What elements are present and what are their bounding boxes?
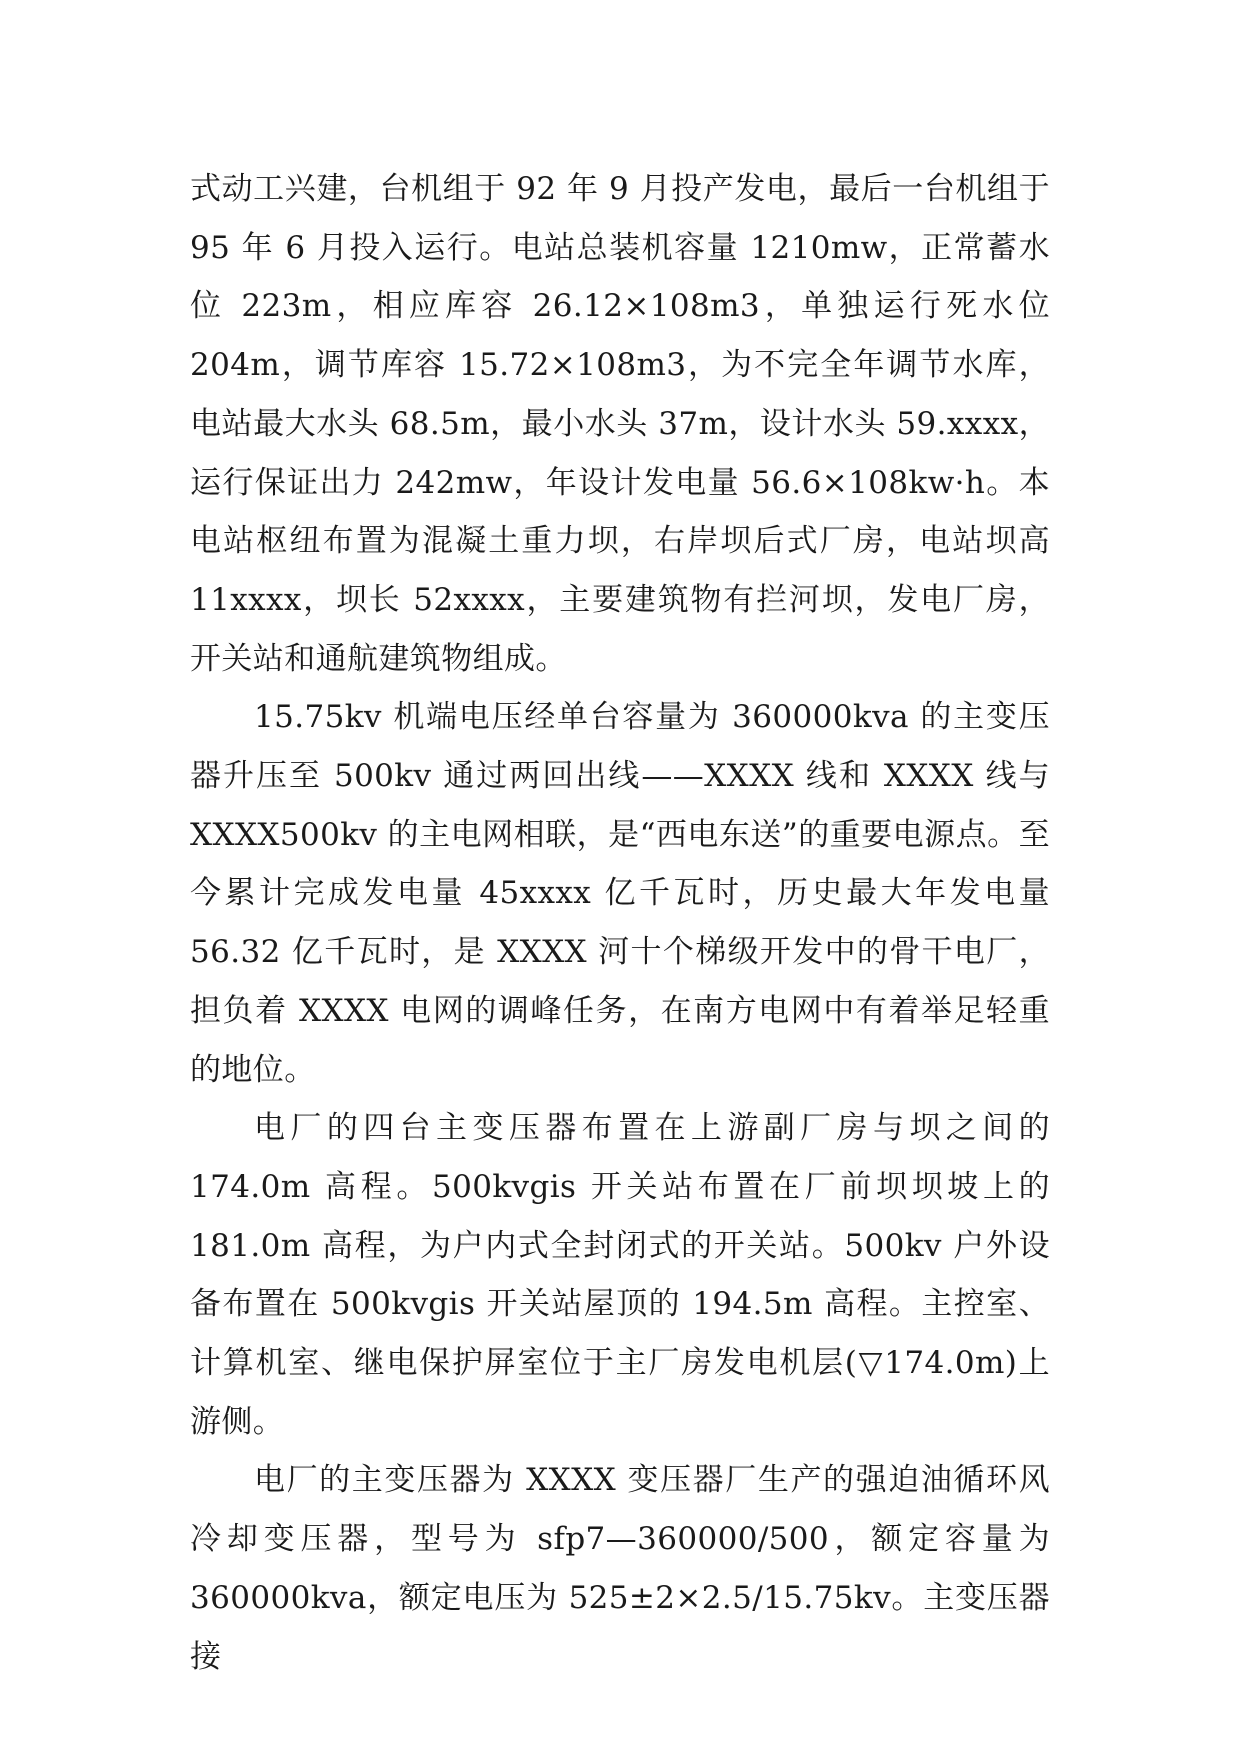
paragraph-4: 电厂的主变压器为 XXXX 变压器厂生产的强迫油循环风冷却变压器，型号为 sfp7—360000/500，额定容量为 360000kva，额定电压为 525±2×2.5/15.75kv。主变压器接 [190, 1462, 1050, 1675]
paragraph-1: 式动工兴建，台机组于 92 年 9 月投产发电，最后一台机组于 95 年 6 月投入运行。电站总装机容量 1210mw，正常蓄水位 223m，相应库容 26.12×108m3，单独运行死水位 204m，调节库容 15.72×108m3，为不完全年调节水库，电站最大水头 68.5m，最小水头 37m，设计水头 59.xxxx，运行保证出力 242mw，年设计发电量 56.6×108kw·h。本电站枢纽布置为混凝土重力坝，右岸坝后式厂房，电站坝高 11xxxx，坝长 52xxxx，主要建筑物有拦河坝，发电厂房，开关站和通航建筑物组成。 [190, 171, 1050, 677]
paragraph-2: 15.75kv 机端电压经单台容量为 360000kva 的主变压器升压至 500kv 通过两回出线——XXXX 线和 XXXX 线与 XXXX500kv 的主电网相联，是“西电东送”的重要电源点。至今累计完成发电量 45xxxx 亿千瓦时，历史最大年发电量 56.32 亿千瓦时，是 XXXX 河十个梯级开发中的骨干电厂，担负着 XXXX 电网的调峰任务，在南方电网中有着举足轻重的地位。 [190, 699, 1050, 1088]
document-body [190, 160, 1050, 1686]
paragraph-3: 电厂的四台主变压器布置在上游副厂房与坝之间的 174.0m 高程。500kvgis 开关站布置在厂前坝坝坡上的 181.0m 高程，为户内式全封闭式的开关站。500kv 户外设备布置在 500kvgis 开关站屋顶的 194.5m 高程。主控室、计算机室、继电保护屏室位于主厂房发电机层(▽174.0m)上游侧。 [190, 1110, 1050, 1440]
